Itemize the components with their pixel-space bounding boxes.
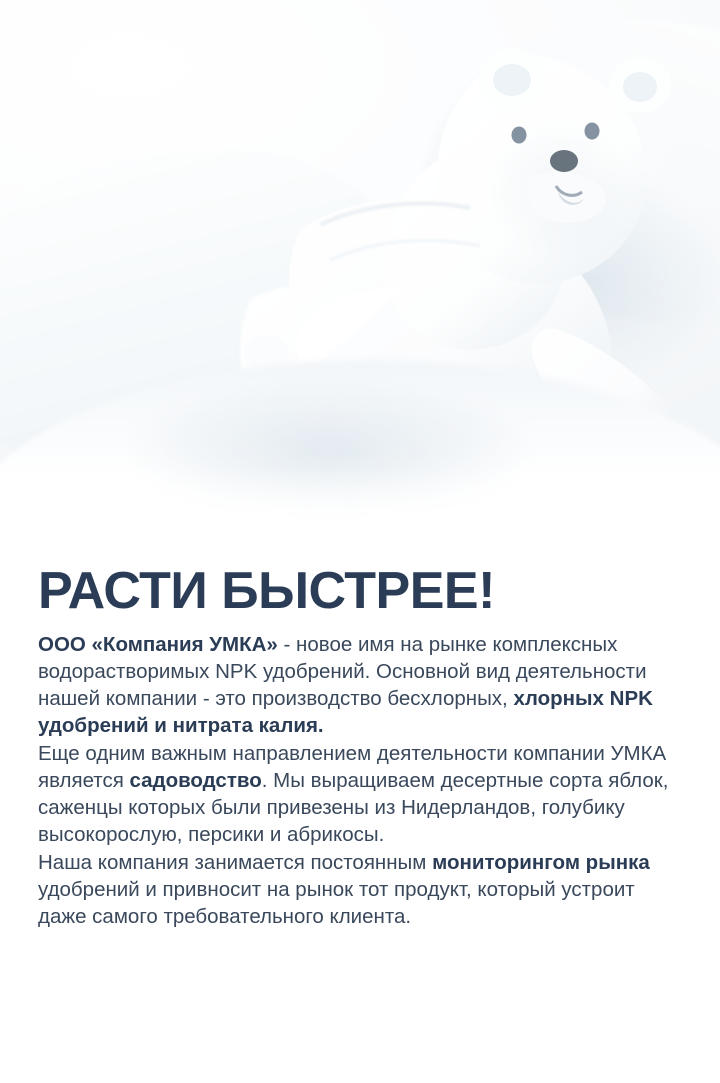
emphasis-text: мониторингом рынка (432, 850, 650, 874)
image-fade-to-white (0, 470, 720, 560)
plain-text: . Мы выращиваем десертные сорта яблок, саженцы которых были привезены из Нидерландов, голубику высокорослую, персики и абрикосы. (38, 768, 669, 847)
emphasis-text: садоводство (129, 768, 262, 792)
emphasis-text: ООО «Компания УМКА» (38, 632, 278, 656)
page-title: РАСТИ БЫСТРЕЕ! (38, 562, 495, 620)
emphasis-text: хлорных NPK удобрений и нитрата калия. (38, 687, 653, 738)
plain-text: Еще одним важным направлением деятельности компании УМКА является (38, 741, 667, 792)
paragraph-1 (38, 631, 682, 740)
body-copy (0, 619, 720, 931)
paragraph-3 (38, 849, 682, 931)
plain-text: - новое имя на рынке комплексных водорастворимых NPK удобрений. Основной вид деятельности нашей компании - это производство бесхлорных, (38, 632, 647, 711)
plain-text: удобрений и привносит на рынок тот продукт, который устроит даже самого требовательного клиента. (38, 877, 635, 929)
plain-text: Наша компания занимается постоянным (38, 850, 433, 874)
paragraph-2 (38, 740, 682, 849)
